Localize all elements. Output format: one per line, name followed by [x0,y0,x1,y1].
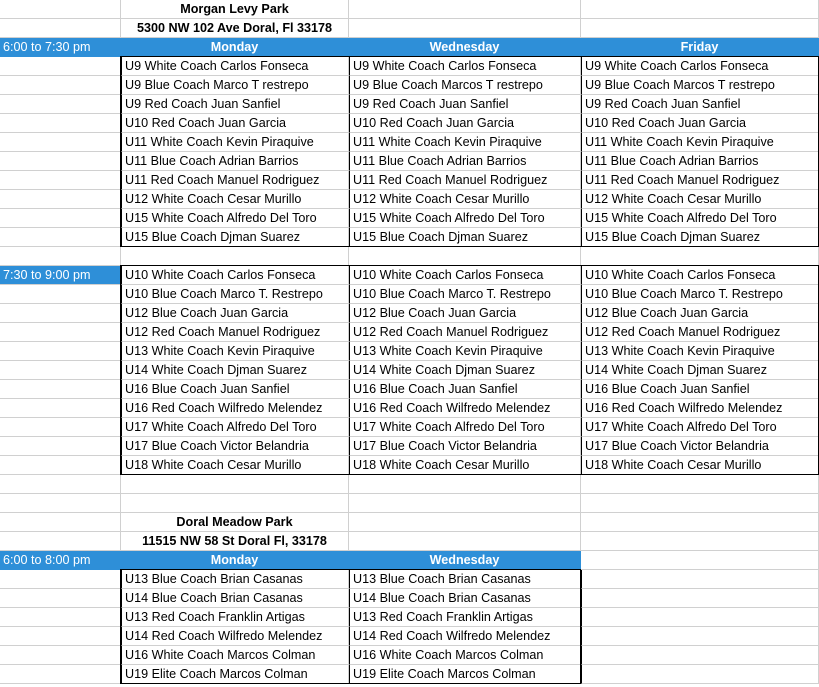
empty-cell[interactable] [0,57,121,76]
empty-cell[interactable] [0,190,121,209]
team-coach-cell[interactable]: U9 White Coach Carlos Fonseca [581,57,819,76]
day-header-row [0,551,819,570]
table-row [0,399,819,418]
team-coach-cell[interactable]: U16 Blue Coach Juan Sanfiel [121,380,349,399]
team-coach-cell[interactable]: U13 White Coach Kevin Piraquive [121,342,349,361]
table-row [0,285,819,304]
empty-cell[interactable] [0,133,121,152]
day-header-wednesday[interactable]: Wednesday [349,551,581,570]
empty-cell[interactable] [581,589,819,608]
table-row [0,304,819,323]
table-row [0,57,819,76]
team-coach-cell[interactable]: U10 White Coach Carlos Fonseca [349,266,581,285]
table-row [0,171,819,190]
empty-cell[interactable] [0,532,121,551]
team-coach-cell[interactable]: U11 White Coach Kevin Piraquive [349,133,581,152]
team-coach-cell[interactable]: U17 White Coach Alfredo Del Toro [349,418,581,437]
empty-cell[interactable] [581,608,819,627]
empty-cell[interactable] [581,475,819,494]
team-coach-cell[interactable]: U9 Blue Coach Marcos T restrepo [581,76,819,95]
park-name-row [0,0,819,19]
empty-cell[interactable] [0,342,121,361]
empty-cell[interactable] [0,627,121,646]
empty-cell[interactable] [581,513,819,532]
park-name[interactable]: Morgan Levy Park [121,0,349,19]
table-row [0,646,819,665]
table-row [0,627,819,646]
team-coach-cell[interactable]: U18 White Coach Cesar Murillo [581,456,819,475]
team-coach-cell[interactable]: U12 Red Coach Manuel Rodriguez [349,323,581,342]
table-row [0,570,819,589]
team-coach-cell[interactable]: U11 Red Coach Manuel Rodriguez [349,171,581,190]
empty-cell[interactable] [0,589,121,608]
empty-cell[interactable] [0,418,121,437]
table-row [0,665,819,684]
empty-cell[interactable] [581,0,819,19]
team-coach-cell[interactable]: U11 White Coach Kevin Piraquive [121,133,349,152]
team-coach-cell[interactable]: U18 White Coach Cesar Murillo [121,456,349,475]
team-coach-cell[interactable]: U11 Red Coach Manuel Rodriguez [581,171,819,190]
empty-cell[interactable] [121,247,349,266]
team-coach-cell[interactable]: U9 White Coach Carlos Fonseca [121,57,349,76]
empty-cell[interactable] [0,171,121,190]
team-coach-cell[interactable]: U10 Blue Coach Marco T. Restrepo [581,285,819,304]
empty-cell[interactable] [0,513,121,532]
park-name-row [0,513,819,532]
team-coach-cell[interactable]: U17 Blue Coach Victor Belandria [121,437,349,456]
empty-cell[interactable] [349,19,581,38]
empty-cell[interactable] [0,475,121,494]
day-header-monday[interactable]: Monday [121,551,349,570]
empty-cell[interactable] [581,570,819,589]
team-coach-cell[interactable]: U10 White Coach Carlos Fonseca [121,266,349,285]
empty-cell[interactable] [0,19,121,38]
team-coach-cell[interactable]: U9 Red Coach Juan Sanfiel [121,95,349,114]
team-coach-cell[interactable]: U16 White Coach Marcos Colman [349,646,581,665]
team-coach-cell[interactable]: U16 Blue Coach Juan Sanfiel [581,380,819,399]
empty-cell[interactable] [0,0,121,19]
table-row [0,190,819,209]
team-coach-cell[interactable]: U11 Red Coach Manuel Rodriguez [121,171,349,190]
table-row [0,589,819,608]
team-coach-cell[interactable]: U12 Blue Coach Juan Garcia [121,304,349,323]
park-name[interactable]: Doral Meadow Park [121,513,349,532]
empty-cell[interactable] [0,95,121,114]
team-coach-cell[interactable]: U14 Red Coach Wilfredo Melendez [349,627,581,646]
park-address-row [0,532,819,551]
team-coach-cell[interactable]: U13 White Coach Kevin Piraquive [349,342,581,361]
time-slot-cell[interactable]: 7:30 to 9:00 pm [0,266,121,285]
team-coach-cell[interactable]: U16 Red Coach Wilfredo Melendez [581,399,819,418]
team-coach-cell[interactable]: U12 White Coach Cesar Murillo [581,190,819,209]
park-address[interactable]: 5300 NW 102 Ave Doral, Fl 33178 [121,19,349,38]
team-coach-cell[interactable]: U9 Red Coach Juan Sanfiel [581,95,819,114]
day-header-friday[interactable]: Friday [581,38,819,57]
team-coach-cell[interactable]: U16 White Coach Marcos Colman [121,646,349,665]
day-header-row [0,38,819,57]
team-coach-cell[interactable]: U12 Blue Coach Juan Garcia [349,304,581,323]
table-row [0,95,819,114]
team-coach-cell[interactable]: U11 Blue Coach Adrian Barrios [581,152,819,171]
team-coach-cell[interactable]: U11 White Coach Kevin Piraquive [581,133,819,152]
empty-cell[interactable] [581,532,819,551]
table-row [0,266,819,285]
table-row [0,361,819,380]
team-coach-cell[interactable]: U9 Blue Coach Marco T restrepo [121,76,349,95]
team-coach-cell[interactable]: U17 Blue Coach Victor Belandria [349,437,581,456]
empty-cell[interactable] [349,475,581,494]
team-coach-cell[interactable]: U13 Blue Coach Brian Casanas [121,570,349,589]
table-row [0,608,819,627]
empty-cell[interactable] [121,494,349,513]
team-coach-cell[interactable]: U9 Red Coach Juan Sanfiel [349,95,581,114]
team-coach-cell[interactable]: U15 Blue Coach Djman Suarez [581,228,819,247]
empty-cell[interactable] [0,665,121,684]
empty-cell[interactable] [581,665,819,684]
empty-cell[interactable] [349,494,581,513]
blank-row [0,247,819,266]
team-coach-cell[interactable]: U19 Elite Coach Marcos Colman [121,665,349,684]
day-header-wednesday[interactable]: Wednesday [349,38,581,57]
empty-cell[interactable] [581,247,819,266]
time-slot-cell[interactable]: 6:00 to 8:00 pm [0,551,121,570]
team-coach-cell[interactable]: U13 White Coach Kevin Piraquive [581,342,819,361]
empty-cell[interactable] [0,209,121,228]
empty-cell[interactable] [0,608,121,627]
table-row [0,323,819,342]
team-coach-cell[interactable]: U16 Red Coach Wilfredo Melendez [121,399,349,418]
team-coach-cell[interactable]: U10 Red Coach Juan Garcia [349,114,581,133]
empty-cell[interactable] [0,247,121,266]
empty-cell[interactable] [0,285,121,304]
empty-cell[interactable] [0,228,121,247]
team-coach-cell[interactable]: U17 Blue Coach Victor Belandria [581,437,819,456]
table-row [0,133,819,152]
empty-cell[interactable] [349,247,581,266]
empty-cell[interactable] [0,304,121,323]
team-coach-cell[interactable]: U12 Red Coach Manuel Rodriguez [121,323,349,342]
empty-cell[interactable] [349,513,581,532]
empty-cell[interactable] [0,437,121,456]
table-row [0,456,819,475]
table-row [0,209,819,228]
table-row [0,76,819,95]
team-coach-cell[interactable]: U11 Blue Coach Adrian Barrios [121,152,349,171]
empty-cell[interactable] [0,152,121,171]
table-row [0,437,819,456]
table-row [0,380,819,399]
empty-cell[interactable] [121,475,349,494]
empty-cell[interactable] [0,76,121,95]
table-row [0,114,819,133]
team-coach-cell[interactable]: U17 White Coach Alfredo Del Toro [121,418,349,437]
team-coach-cell[interactable]: U14 White Coach Djman Suarez [581,361,819,380]
park-address-row [0,19,819,38]
team-coach-cell[interactable]: U15 White Coach Alfredo Del Toro [121,209,349,228]
team-coach-cell[interactable]: U15 White Coach Alfredo Del Toro [581,209,819,228]
table-row [0,418,819,437]
team-coach-cell[interactable]: U15 Blue Coach Djman Suarez [121,228,349,247]
team-coach-cell[interactable]: U13 Red Coach Franklin Artigas [121,608,349,627]
time-slot-cell[interactable]: 6:00 to 7:30 pm [0,38,121,57]
team-coach-cell[interactable]: U13 Blue Coach Brian Casanas [349,570,581,589]
team-coach-cell[interactable]: U12 Blue Coach Juan Garcia [581,304,819,323]
empty-cell[interactable] [0,494,121,513]
team-coach-cell[interactable]: U9 Blue Coach Marcos T restrepo [349,76,581,95]
empty-cell[interactable] [581,646,819,665]
team-coach-cell[interactable]: U14 White Coach Djman Suarez [349,361,581,380]
team-coach-cell[interactable]: U15 Blue Coach Djman Suarez [349,228,581,247]
team-coach-cell[interactable]: U14 White Coach Djman Suarez [121,361,349,380]
team-coach-cell[interactable]: U12 White Coach Cesar Murillo [121,190,349,209]
day-header-monday[interactable]: Monday [121,38,349,57]
empty-cell[interactable] [581,19,819,38]
team-coach-cell[interactable]: U15 White Coach Alfredo Del Toro [349,209,581,228]
empty-cell[interactable] [349,0,581,19]
team-coach-cell[interactable]: U13 Red Coach Franklin Artigas [349,608,581,627]
team-coach-cell[interactable]: U14 Red Coach Wilfredo Melendez [121,627,349,646]
empty-cell[interactable] [0,380,121,399]
team-coach-cell[interactable]: U18 White Coach Cesar Murillo [349,456,581,475]
team-coach-cell[interactable]: U10 Red Coach Juan Garcia [121,114,349,133]
empty-cell[interactable] [0,323,121,342]
team-coach-cell[interactable]: U17 White Coach Alfredo Del Toro [581,418,819,437]
team-coach-cell[interactable]: U10 Blue Coach Marco T. Restrepo [121,285,349,304]
team-coach-cell[interactable]: U12 White Coach Cesar Murillo [349,190,581,209]
team-coach-cell[interactable]: U14 Blue Coach Brian Casanas [121,589,349,608]
blank-row [0,494,819,513]
team-coach-cell[interactable]: U9 White Coach Carlos Fonseca [349,57,581,76]
team-coach-cell[interactable]: U16 Red Coach Wilfredo Melendez [349,399,581,418]
empty-cell[interactable] [0,570,121,589]
team-coach-cell[interactable]: U14 Blue Coach Brian Casanas [349,589,581,608]
team-coach-cell[interactable]: U16 Blue Coach Juan Sanfiel [349,380,581,399]
table-row [0,228,819,247]
empty-cell[interactable] [0,646,121,665]
team-coach-cell[interactable]: U12 Red Coach Manuel Rodriguez [581,323,819,342]
empty-cell[interactable] [0,456,121,475]
team-coach-cell[interactable]: U10 Blue Coach Marco T. Restrepo [349,285,581,304]
table-row [0,342,819,361]
empty-cell[interactable] [0,399,121,418]
empty-cell[interactable] [0,114,121,133]
empty-cell[interactable] [0,361,121,380]
empty-cell[interactable] [581,551,819,570]
empty-cell[interactable] [581,494,819,513]
empty-cell[interactable] [349,532,581,551]
team-coach-cell[interactable]: U19 Elite Coach Marcos Colman [349,665,581,684]
empty-cell[interactable] [581,627,819,646]
table-row [0,152,819,171]
team-coach-cell[interactable]: U10 Red Coach Juan Garcia [581,114,819,133]
team-coach-cell[interactable]: U11 Blue Coach Adrian Barrios [349,152,581,171]
blank-row [0,475,819,494]
team-coach-cell[interactable]: U10 White Coach Carlos Fonseca [581,266,819,285]
park-address[interactable]: 11515 NW 58 St Doral Fl, 33178 [121,532,349,551]
